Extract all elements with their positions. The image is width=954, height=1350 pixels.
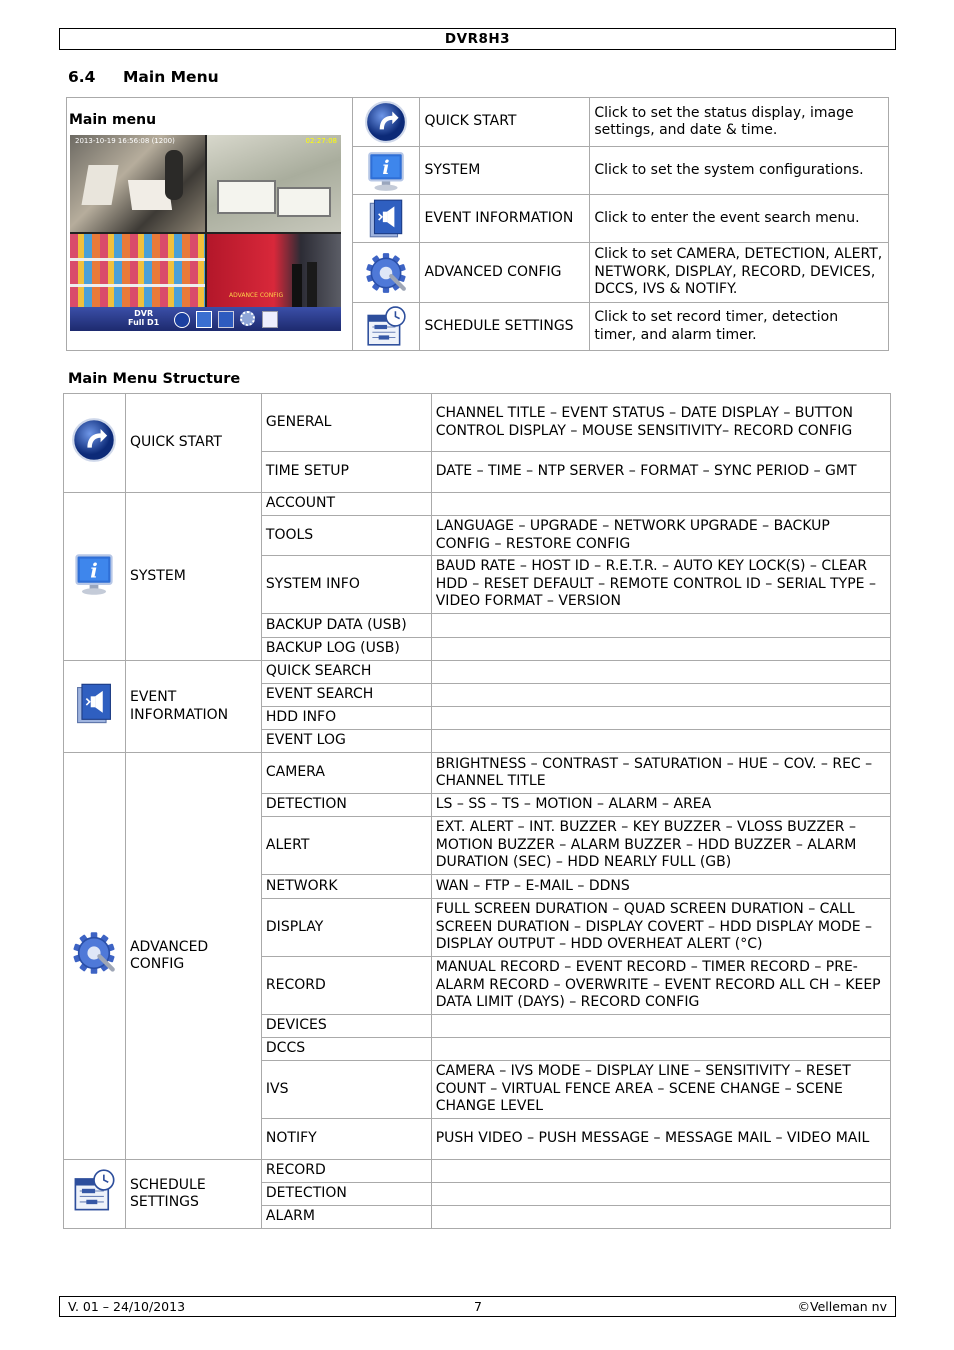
submenu-name: CAMERA [261, 753, 431, 794]
submenu-details [431, 1183, 890, 1206]
submenu-name: RECORD [261, 1160, 431, 1183]
group-icon-cell [64, 493, 126, 661]
menu-item-name: EVENT INFORMATION [420, 195, 590, 243]
quick-start-icon [71, 451, 117, 467]
menu-item-description: Click to set the status display, image settings, and date & time. [590, 98, 889, 147]
table-row [64, 493, 891, 516]
main-menu-label: Main menu [69, 112, 157, 128]
icon-cell [352, 243, 420, 303]
dvr-menu-bar [70, 307, 341, 331]
group-icon-cell [64, 753, 126, 1160]
timestamp-overlay: 2013-10-19 16:56:08 (1200) [75, 137, 175, 145]
clock-overlay: 02:27:08 [305, 137, 337, 145]
submenu-details: DATE – TIME – NTP SERVER – FORMAT – SYNC PERIOD – GMT [431, 452, 890, 493]
icon-cell [352, 195, 420, 243]
submenu-name: HDD INFO [261, 707, 431, 730]
bar-quick-start-icon[interactable] [174, 312, 190, 328]
submenu-details [431, 1038, 890, 1061]
version-date: V. 01 – 24/10/2013 [68, 1299, 186, 1314]
section-title: Main Menu [123, 68, 219, 86]
icon-cell [352, 147, 420, 195]
submenu-name: DETECTION [261, 1183, 431, 1206]
submenu-name: TOOLS [261, 516, 431, 556]
submenu-details: BRIGHTNESS – CONTRAST – SATURATION – HUE – COV. – REC – CHANNEL TITLE [431, 753, 890, 794]
submenu-name: IVS [261, 1061, 431, 1119]
submenu-name: RECORD [261, 957, 431, 1015]
submenu-details [431, 730, 890, 753]
camera-tile-hospital [207, 135, 341, 232]
submenu-name: ALARM [261, 1206, 431, 1229]
submenu-details: LANGUAGE – UPGRADE – NETWORK UPGRADE – BACKUP CONFIG – RESTORE CONFIG [431, 516, 890, 556]
submenu-details: MANUAL RECORD – EVENT RECORD – TIMER RECORD – PRE-ALARM RECORD – OVERWRITE – EVENT RECORD ALL CH – KEEP DATA LIMIT (DAYS) – RECORD CONFIG [431, 957, 890, 1015]
submenu-name: EVENT LOG [261, 730, 431, 753]
camera-tile-office [70, 135, 205, 232]
submenu-details: FULL SCREEN DURATION – QUAD SCREEN DURATION – CALL SCREEN DURATION – DISPLAY COVERT – HDD DISPLAY MODE – DISPLAY OUTPUT – HDD OVERHEAT ALERT (°C) [431, 899, 890, 957]
group-icon-cell [64, 394, 126, 493]
bar-event-icon[interactable] [218, 311, 234, 328]
submenu-name: NETWORK [261, 875, 431, 899]
submenu-details [431, 638, 890, 661]
submenu-details [431, 1206, 890, 1229]
submenu-name: GENERAL [261, 394, 431, 452]
group-icon-cell [64, 1160, 126, 1229]
schedule-settings-icon [353, 305, 420, 349]
submenu-details: CHANNEL TITLE – EVENT STATUS – DATE DISPLAY – BUTTON CONTROL DISPLAY – MOUSE SENSITIVITY– RECORD CONFIG [431, 394, 890, 452]
dvr-screenshot [70, 135, 341, 331]
menu-item-name: SCHEDULE SETTINGS [420, 303, 590, 351]
table-row [64, 661, 891, 684]
submenu-name: DCCS [261, 1038, 431, 1061]
submenu-details: PUSH VIDEO – PUSH MESSAGE – MESSAGE MAIL – VIDEO MAIL [431, 1119, 890, 1160]
svg-text:i: i [382, 156, 390, 179]
section-heading [68, 68, 219, 86]
menu-item-name: ADVANCED CONFIG [420, 243, 590, 303]
submenu-name: TIME SETUP [261, 452, 431, 493]
menu-structure-table [63, 393, 891, 1229]
submenu-name: SYSTEM INFO [261, 556, 431, 614]
group-name: SCHEDULE SETTINGS [125, 1160, 261, 1229]
icon-cell [352, 98, 420, 147]
svg-text:i: i [90, 558, 99, 583]
submenu-details [431, 661, 890, 684]
submenu-name: NOTIFY [261, 1119, 431, 1160]
bar-system-icon[interactable] [196, 311, 212, 328]
submenu-details: BAUD RATE – HOST ID – R.E.T.R. – AUTO KEY LOCK(S) – CLEAR HDD – RESET DEFAULT – REMOTE CONTROL ID – SERIAL TYPE – VIDEO FORMAT – VERSION [431, 556, 890, 614]
submenu-name: DISPLAY [261, 899, 431, 957]
submenu-name: BACKUP DATA (USB) [261, 614, 431, 638]
submenu-name: EVENT SEARCH [261, 684, 431, 707]
submenu-name: DEVICES [261, 1015, 431, 1038]
menu-item-description: Click to set record timer, detection timer, and alarm timer. [590, 303, 889, 351]
submenu-name: ALERT [261, 817, 431, 875]
table-row [64, 1160, 891, 1183]
menu-item-description: Click to enter the event search menu. [590, 195, 889, 243]
icon-cell [352, 303, 420, 351]
submenu-details [431, 707, 890, 730]
copyright: ©Velleman nv [797, 1299, 887, 1314]
event-information-icon [71, 715, 117, 731]
menu-item-description: Click to set CAMERA, DETECTION, ALERT, NETWORK, DISPLAY, RECORD, DEVICES, DCCS, IVS & NOTIFY. [590, 243, 889, 303]
table-row [64, 394, 891, 452]
event-information-icon [353, 197, 420, 241]
document-header [59, 28, 896, 50]
menu-item-description: Click to set the system configurations. [590, 147, 889, 195]
submenu-name: ACCOUNT [261, 493, 431, 516]
document-footer [59, 1296, 896, 1317]
submenu-details [431, 1015, 890, 1038]
group-name: SYSTEM [125, 493, 261, 661]
menu-item-name: SYSTEM [420, 147, 590, 195]
submenu-name: DETECTION [261, 794, 431, 817]
dvr-label: DVR [134, 309, 154, 318]
advanced-config-icon [71, 964, 117, 980]
group-icon-cell [64, 661, 126, 753]
submenu-details: LS – SS – TS – MOTION – ALARM – AREA [431, 794, 890, 817]
table-row [64, 753, 891, 794]
section-number: 6.4 [68, 68, 96, 86]
resolution-label: Full D1 [128, 318, 160, 327]
page-number: 7 [474, 1299, 482, 1314]
submenu-details: EXT. ALERT – INT. BUZZER – KEY BUZZER – VLOSS BUZZER – MOTION BUZZER – ALARM BUZZER – HDD BUZZER – ALARM DURATION (SEC) – HDD NEARLY FULL (GB) [431, 817, 890, 875]
bar-gear-icon[interactable] [240, 311, 255, 326]
bar-schedule-icon[interactable] [262, 311, 278, 328]
submenu-details: WAN – FTP – E-MAIL – DDNS [431, 875, 890, 899]
group-name: QUICK START [125, 394, 261, 493]
advance-config-overlay: ADVANCE CONFIG [229, 292, 284, 299]
menu-item-name: QUICK START [420, 98, 590, 147]
system-icon [353, 149, 420, 193]
submenu-details [431, 684, 890, 707]
submenu-details [431, 1160, 890, 1183]
system-icon [71, 558, 117, 601]
group-name: ADVANCED CONFIG [125, 753, 261, 1160]
group-name: EVENT INFORMATION [125, 661, 261, 753]
schedule-settings-icon [71, 1202, 117, 1218]
submenu-name: BACKUP LOG (USB) [261, 638, 431, 661]
advanced-config-icon [353, 251, 420, 295]
submenu-details [431, 493, 890, 516]
submenu-details [431, 614, 890, 638]
structure-title: Main Menu Structure [68, 371, 241, 387]
document-title: DVR8H3 [444, 31, 511, 47]
quick-start-icon [353, 100, 420, 144]
submenu-details: CAMERA – IVS MODE – DISPLAY LINE – SENSITIVITY – RESET COUNT – VIRTUAL FENCE AREA – SCENE CHANGE – SCENE CHANGE LEVEL [431, 1061, 890, 1119]
submenu-name: QUICK SEARCH [261, 661, 431, 684]
